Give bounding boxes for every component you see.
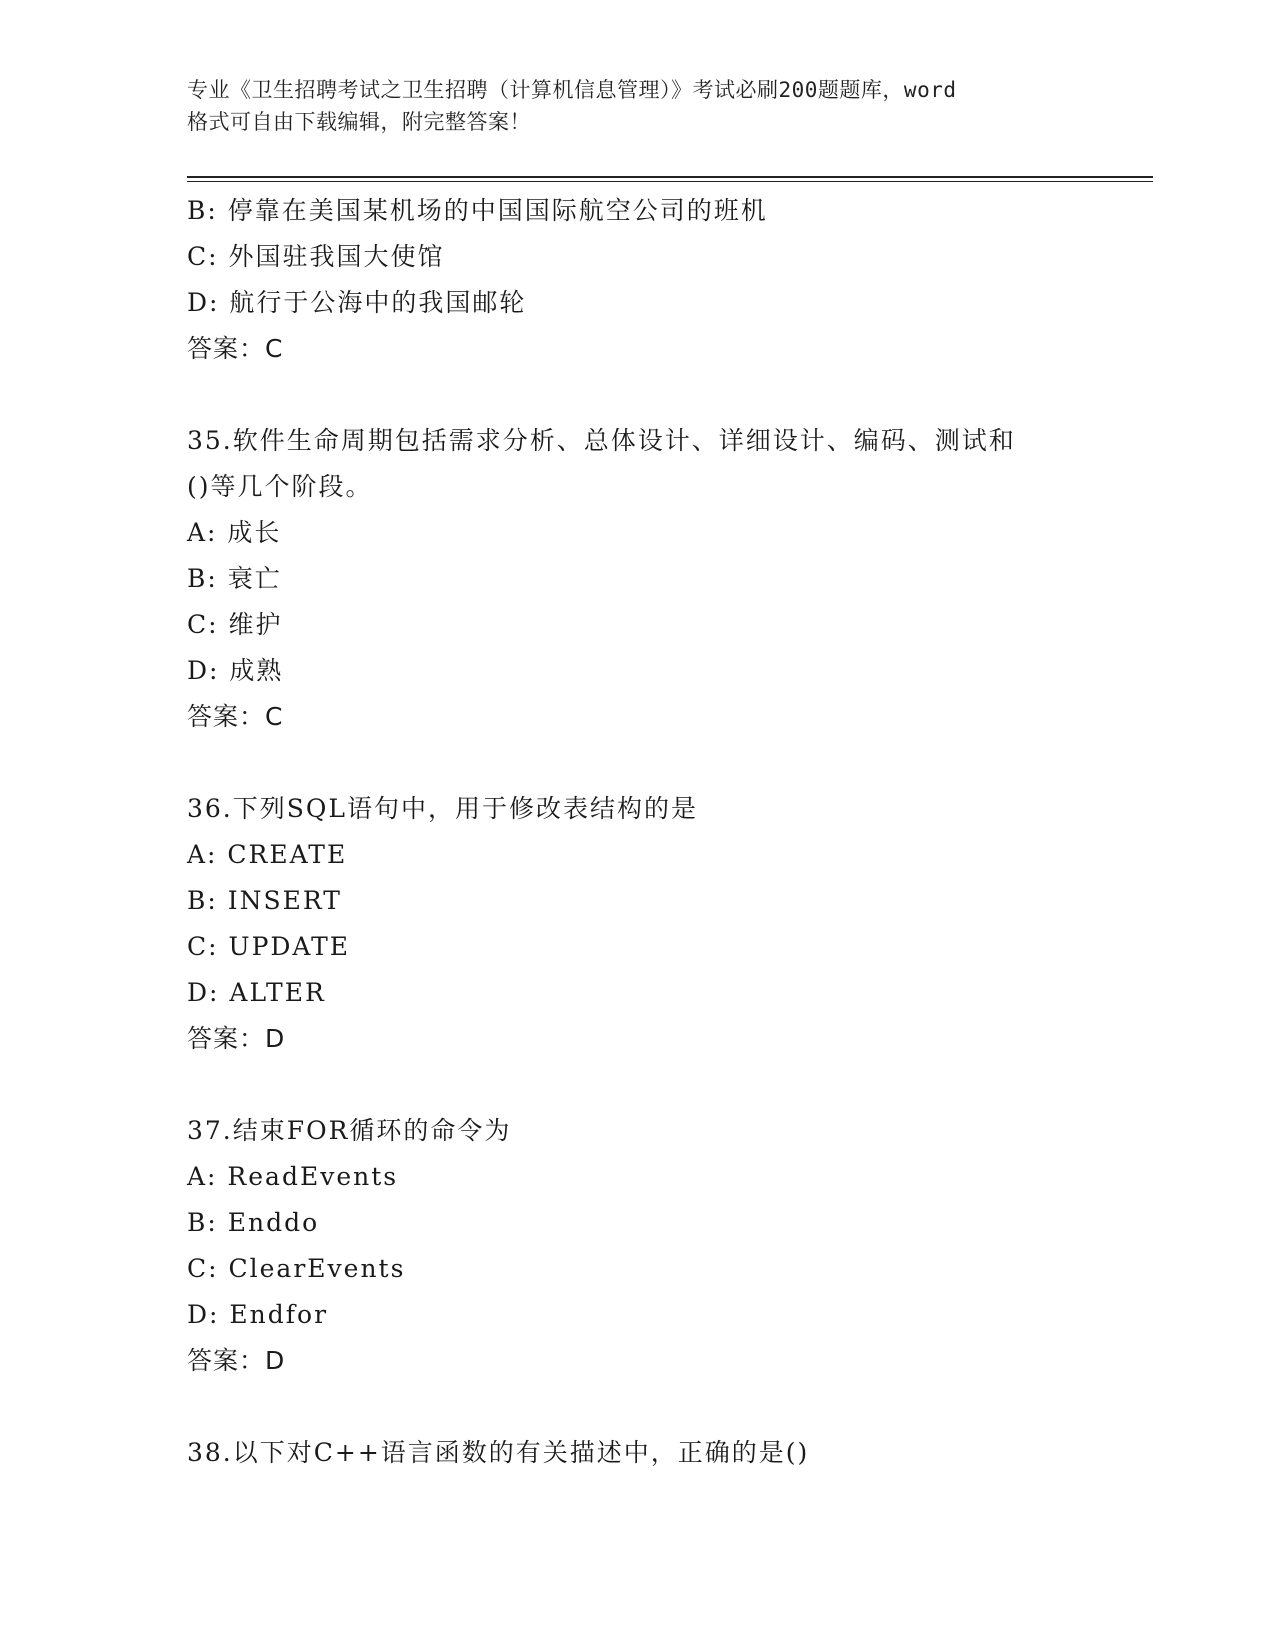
option-d: D: Endfor — [187, 1300, 329, 1329]
answer-label: 答案：D — [187, 1024, 286, 1053]
question-block-36 — [187, 786, 1107, 1062]
option-b: B: INSERT — [187, 886, 342, 915]
option-c: C: 维护 — [187, 610, 283, 639]
header-line-1: 专业《卫生招聘考试之卫生招聘（计算机信息管理）》考试必刷200题题库，word — [187, 78, 957, 102]
option-a: A: 成长 — [187, 518, 282, 547]
question-text-continued: ()等几个阶段。 — [187, 472, 373, 501]
option-d: D: ALTER — [187, 978, 326, 1007]
question-block-34 — [187, 188, 1107, 372]
option-a: A: ReadEvents — [187, 1162, 399, 1191]
option-b: B: Enddo — [187, 1208, 320, 1237]
option-d: D: 航行于公海中的我国邮轮 — [187, 288, 527, 317]
question-list — [187, 188, 1107, 1476]
option-a: A: CREATE — [187, 840, 348, 869]
header-divider-top — [187, 176, 1153, 178]
answer-label: 答案：C — [187, 702, 284, 731]
option-b: B: 衰亡 — [187, 564, 282, 593]
option-c: C: ClearEvents — [187, 1254, 406, 1283]
answer-label: 答案：C — [187, 334, 284, 363]
question-text: 35.软件生命周期包括需求分析、总体设计、详细设计、编码、测试和 — [187, 426, 1016, 455]
option-d: D: 成熟 — [187, 656, 284, 685]
option-c: C: UPDATE — [187, 932, 351, 961]
question-text: 36.下列SQL语句中，用于修改表结构的是 — [187, 794, 698, 823]
question-text: 38.以下对C++语言函数的有关描述中，正确的是() — [187, 1438, 810, 1467]
header-line-2: 格式可自由下载编辑，附完整答案！ — [187, 110, 531, 134]
question-text: 37.结束FOR循环的命令为 — [187, 1116, 512, 1145]
answer-label: 答案：D — [187, 1346, 286, 1375]
question-block-37 — [187, 1108, 1107, 1384]
option-c: C: 外国驻我国大使馆 — [187, 242, 445, 271]
document-header — [187, 74, 1087, 138]
question-block-38 — [187, 1430, 1107, 1476]
option-b: B: 停靠在美国某机场的中国国际航空公司的班机 — [187, 196, 768, 225]
question-block-35 — [187, 418, 1107, 740]
header-divider-bottom — [187, 181, 1153, 182]
